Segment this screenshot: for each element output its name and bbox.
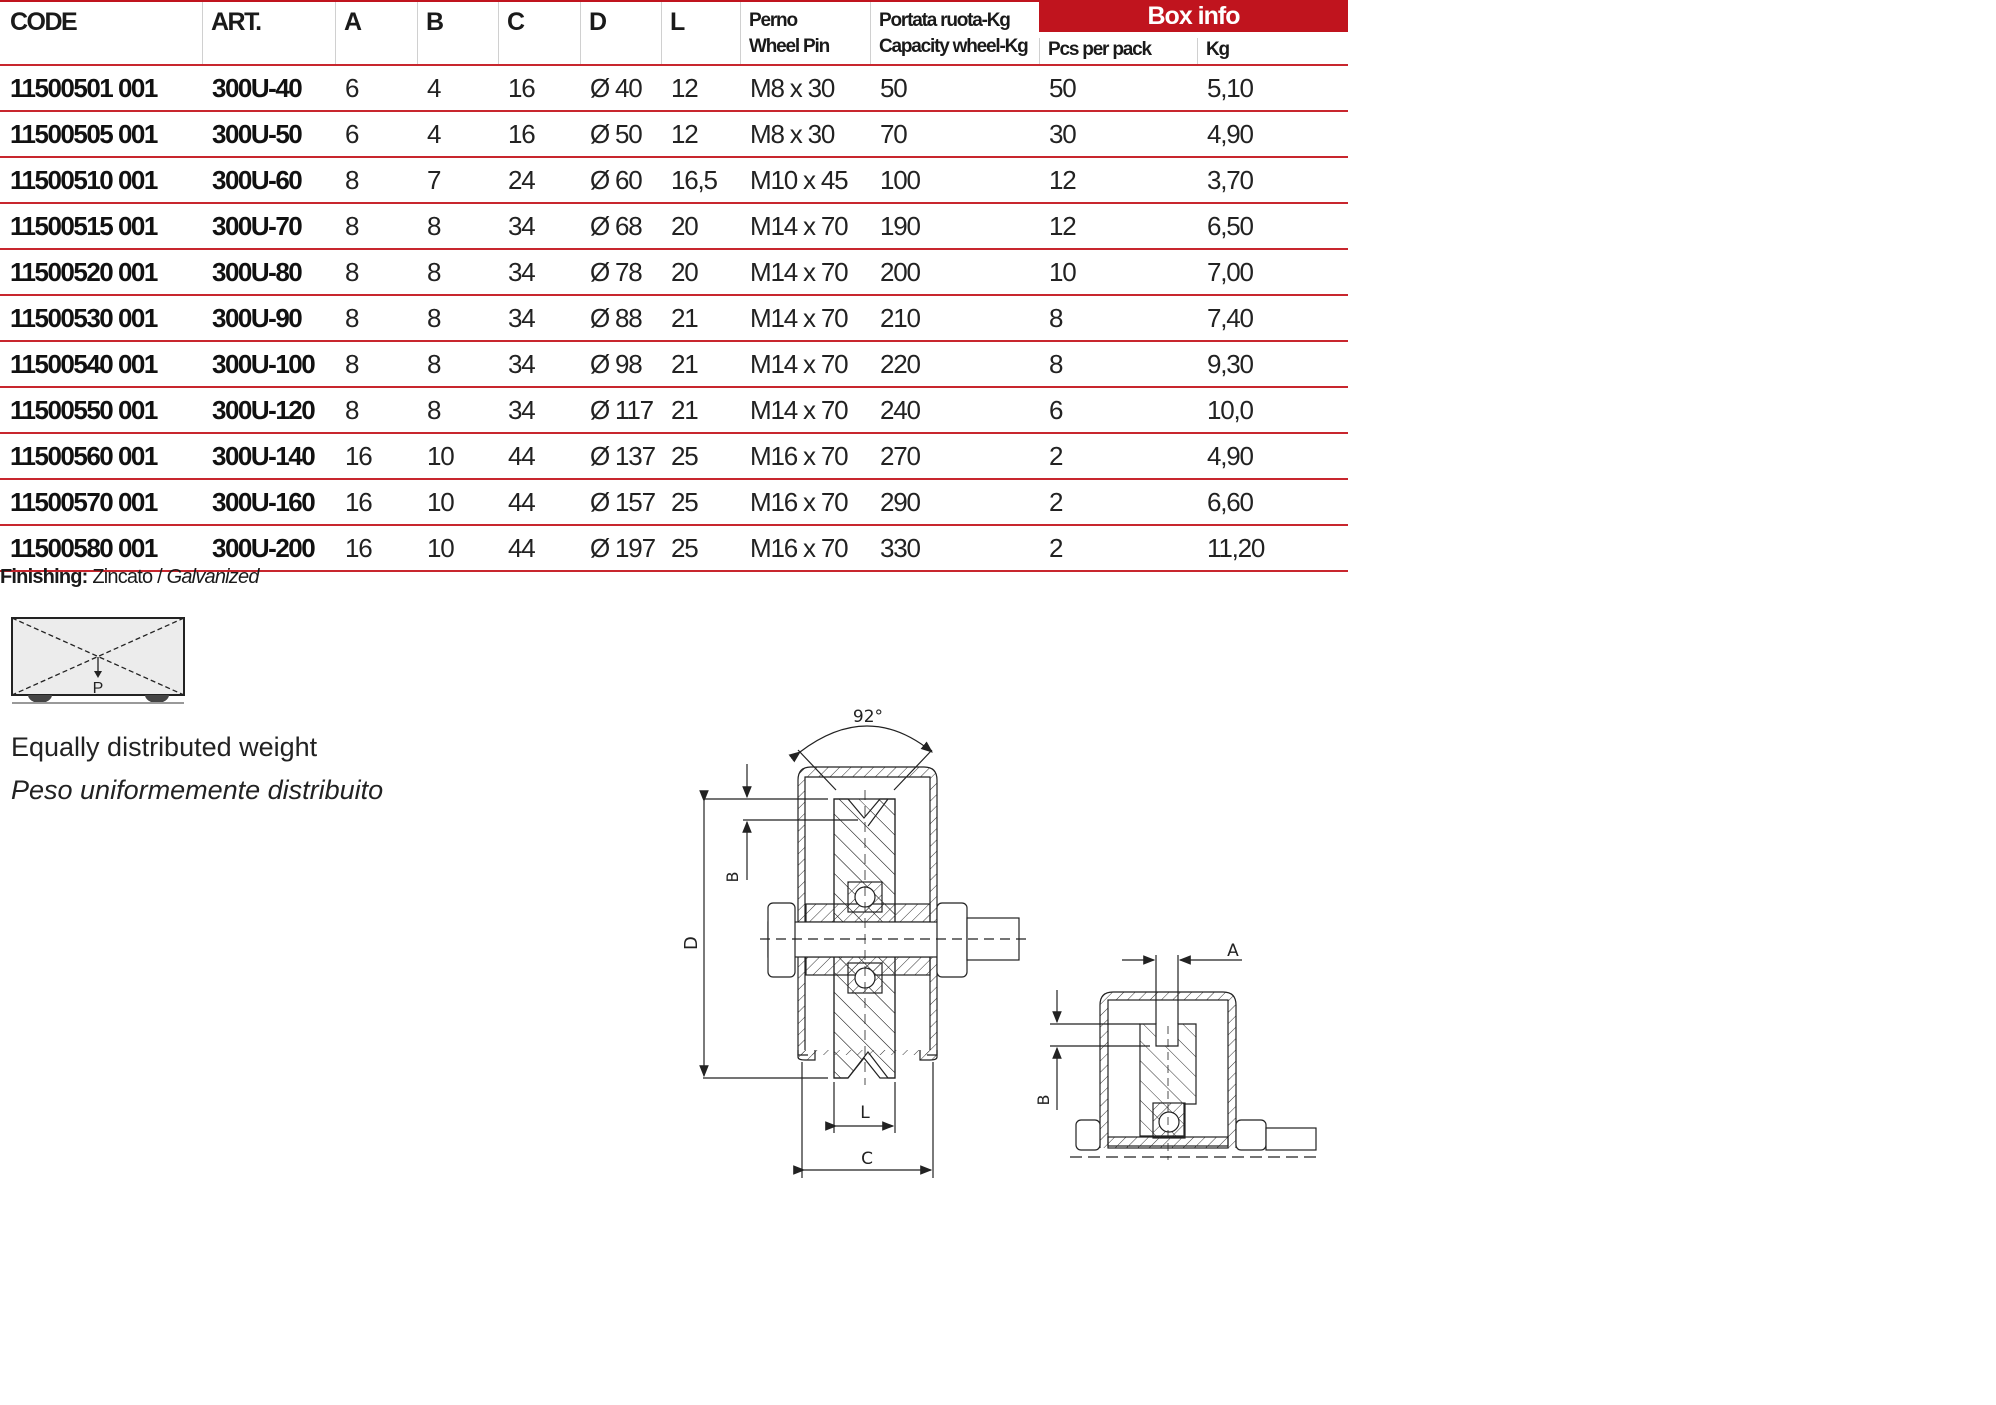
cell-capacity: 100 <box>880 165 920 195</box>
cell-c: 24 <box>508 165 535 195</box>
cell-kg: 4,90 <box>1207 441 1253 471</box>
header-c: C <box>498 2 580 64</box>
header-a: A <box>335 2 417 64</box>
legend-equally-distributed-en: Equally distributed weight <box>11 732 318 762</box>
cell-l: 25 <box>671 487 698 517</box>
cell-a: 8 <box>345 395 359 425</box>
cell-pin: M14 x 70 <box>750 303 848 333</box>
cell-d: Ø 60 <box>590 165 642 195</box>
cell-pin: M14 x 70 <box>750 349 848 379</box>
side-view-drawing <box>1050 955 1320 1160</box>
cell-kg: 7,00 <box>1207 257 1253 287</box>
cell-a: 16 <box>345 441 372 471</box>
cell-pin: M8 x 30 <box>750 119 835 149</box>
cell-b: 10 <box>427 533 454 563</box>
cell-art: 300U-40 <box>212 73 302 103</box>
cell-c: 34 <box>508 211 535 241</box>
cell-kg: 6,60 <box>1207 487 1253 517</box>
cell-b: 8 <box>427 303 441 333</box>
finishing-separator: / <box>152 566 167 588</box>
cell-kg: 3,70 <box>1207 165 1253 195</box>
cell-code: 11500570 001 <box>10 487 157 517</box>
cell-d: Ø 117 <box>590 395 653 425</box>
dim-b-side-label: B <box>1034 1094 1053 1106</box>
cell-d: Ø 78 <box>590 257 642 287</box>
cell-kg: 5,10 <box>1207 73 1253 103</box>
cell-b: 4 <box>427 119 441 149</box>
cell-a: 6 <box>345 119 359 149</box>
cell-kg: 7,40 <box>1207 303 1253 333</box>
cell-a: 8 <box>345 165 359 195</box>
dim-c-label: C <box>861 1149 873 1169</box>
cell-d: Ø 40 <box>590 73 642 103</box>
cell-a: 8 <box>345 211 359 241</box>
cell-a: 6 <box>345 73 359 103</box>
cell-pin: M10 x 45 <box>750 165 848 195</box>
cell-l: 21 <box>671 349 698 379</box>
cell-pcs: 6 <box>1049 395 1063 425</box>
cell-art: 300U-50 <box>212 119 302 149</box>
cell-pcs: 2 <box>1049 533 1063 563</box>
cell-a: 8 <box>345 349 359 379</box>
cell-d: Ø 88 <box>590 303 642 333</box>
cell-d: Ø 157 <box>590 487 655 517</box>
cell-art: 300U-200 <box>212 533 315 563</box>
cell-c: 34 <box>508 303 535 333</box>
cell-kg: 10,0 <box>1207 395 1253 425</box>
cell-capacity: 240 <box>880 395 920 425</box>
cell-code: 11500515 001 <box>10 211 157 241</box>
cell-c: 44 <box>508 487 535 517</box>
cell-kg: 4,90 <box>1207 119 1253 149</box>
cell-capacity: 270 <box>880 441 920 471</box>
header-b: B <box>417 2 498 64</box>
cell-art: 300U-140 <box>212 441 315 471</box>
cell-d: Ø 197 <box>590 533 655 563</box>
cell-pcs: 30 <box>1049 119 1076 149</box>
cell-pcs: 2 <box>1049 441 1063 471</box>
header-capacity-en: Capacity wheel-Kg <box>879 36 1028 57</box>
cell-capacity: 70 <box>880 119 907 149</box>
cell-l: 20 <box>671 257 698 287</box>
legend-equally-distributed-it: Peso uniformemente distribuito <box>11 775 384 805</box>
cell-art: 300U-120 <box>212 395 315 425</box>
finishing-value-en: Galvanized <box>166 566 259 588</box>
dim-a-label: A <box>1227 941 1239 961</box>
cell-b: 8 <box>427 395 441 425</box>
cell-capacity: 220 <box>880 349 920 379</box>
cell-pin: M14 x 70 <box>750 395 848 425</box>
cell-code: 11500580 001 <box>10 533 157 563</box>
cell-b: 8 <box>427 349 441 379</box>
cell-l: 21 <box>671 395 698 425</box>
header-art: ART. <box>202 2 335 64</box>
cell-c: 16 <box>508 73 535 103</box>
cell-c: 44 <box>508 533 535 563</box>
cell-pin: M8 x 30 <box>750 73 835 103</box>
cell-b: 4 <box>427 73 441 103</box>
cell-pcs: 50 <box>1049 73 1076 103</box>
cell-kg: 9,30 <box>1207 349 1253 379</box>
cell-art: 300U-80 <box>212 257 302 287</box>
cell-l: 25 <box>671 441 698 471</box>
header-wheel-pin-it: Perno <box>749 10 797 31</box>
cell-capacity: 200 <box>880 257 920 287</box>
cell-pcs: 8 <box>1049 303 1063 333</box>
header-wheel-pin-en: Wheel Pin <box>749 36 829 57</box>
cell-b: 7 <box>427 165 441 195</box>
cell-pcs: 2 <box>1049 487 1063 517</box>
cell-c: 34 <box>508 395 535 425</box>
cell-capacity: 290 <box>880 487 920 517</box>
cell-l: 21 <box>671 303 698 333</box>
cell-art: 300U-70 <box>212 211 302 241</box>
finishing-value-it: Zincato <box>92 566 153 588</box>
dim-b-label: B <box>723 871 742 883</box>
cell-l: 12 <box>671 73 698 103</box>
cell-pin: M16 x 70 <box>750 487 848 517</box>
dim-l-label: L <box>860 1103 870 1123</box>
header-d: D <box>580 2 661 64</box>
cell-art: 300U-160 <box>212 487 315 517</box>
cell-l: 12 <box>671 119 698 149</box>
cell-l: 16,5 <box>671 165 717 195</box>
cell-b: 10 <box>427 441 454 471</box>
cell-pin: M16 x 70 <box>750 441 848 471</box>
header-box-info: Box info <box>1039 0 1348 32</box>
dim-d-label: D <box>681 936 702 950</box>
cell-l: 25 <box>671 533 698 563</box>
cell-l: 20 <box>671 211 698 241</box>
cell-art: 300U-60 <box>212 165 302 195</box>
cell-code: 11500550 001 <box>10 395 157 425</box>
header-pcs-per-pack: Pcs per pack <box>1039 38 1197 64</box>
cell-b: 10 <box>427 487 454 517</box>
cell-code: 11500540 001 <box>10 349 157 379</box>
cell-code: 11500505 001 <box>10 119 157 149</box>
cell-a: 8 <box>345 303 359 333</box>
cell-c: 16 <box>508 119 535 149</box>
header-capacity-it: Portata ruota-Kg <box>879 10 1010 31</box>
cell-pcs: 10 <box>1049 257 1076 287</box>
cell-b: 8 <box>427 211 441 241</box>
cell-kg: 6,50 <box>1207 211 1253 241</box>
cell-d: Ø 137 <box>590 441 655 471</box>
cell-pin: M14 x 70 <box>750 211 848 241</box>
cell-capacity: 190 <box>880 211 920 241</box>
cell-a: 8 <box>345 257 359 287</box>
cell-code: 11500560 001 <box>10 441 157 471</box>
finishing-label: Finishing: <box>0 566 88 588</box>
cell-b: 8 <box>427 257 441 287</box>
cell-d: Ø 68 <box>590 211 642 241</box>
cell-art: 300U-90 <box>212 303 302 333</box>
cell-c: 34 <box>508 349 535 379</box>
header-box-kg: Kg <box>1197 38 1348 64</box>
cell-d: Ø 98 <box>590 349 642 379</box>
header-code: CODE <box>10 8 77 36</box>
cell-d: Ø 50 <box>590 119 642 149</box>
angle-label: 92° <box>852 707 884 727</box>
cell-pin: M14 x 70 <box>750 257 848 287</box>
cell-pcs: 12 <box>1049 211 1076 241</box>
cell-capacity: 210 <box>880 303 920 333</box>
cell-kg: 11,20 <box>1207 533 1265 563</box>
cell-a: 16 <box>345 533 372 563</box>
cell-c: 44 <box>508 441 535 471</box>
cell-code: 11500520 001 <box>10 257 157 287</box>
force-label: P <box>92 680 104 697</box>
cell-capacity: 50 <box>880 73 907 103</box>
header-l: L <box>661 2 740 64</box>
cell-pcs: 12 <box>1049 165 1076 195</box>
cell-a: 16 <box>345 487 372 517</box>
cell-capacity: 330 <box>880 533 920 563</box>
cell-art: 300U-100 <box>212 349 315 379</box>
cell-c: 34 <box>508 257 535 287</box>
cell-pcs: 8 <box>1049 349 1063 379</box>
cell-code: 11500510 001 <box>10 165 157 195</box>
cell-code: 11500530 001 <box>10 303 157 333</box>
cell-code: 11500501 001 <box>10 73 157 103</box>
cell-pin: M16 x 70 <box>750 533 848 563</box>
